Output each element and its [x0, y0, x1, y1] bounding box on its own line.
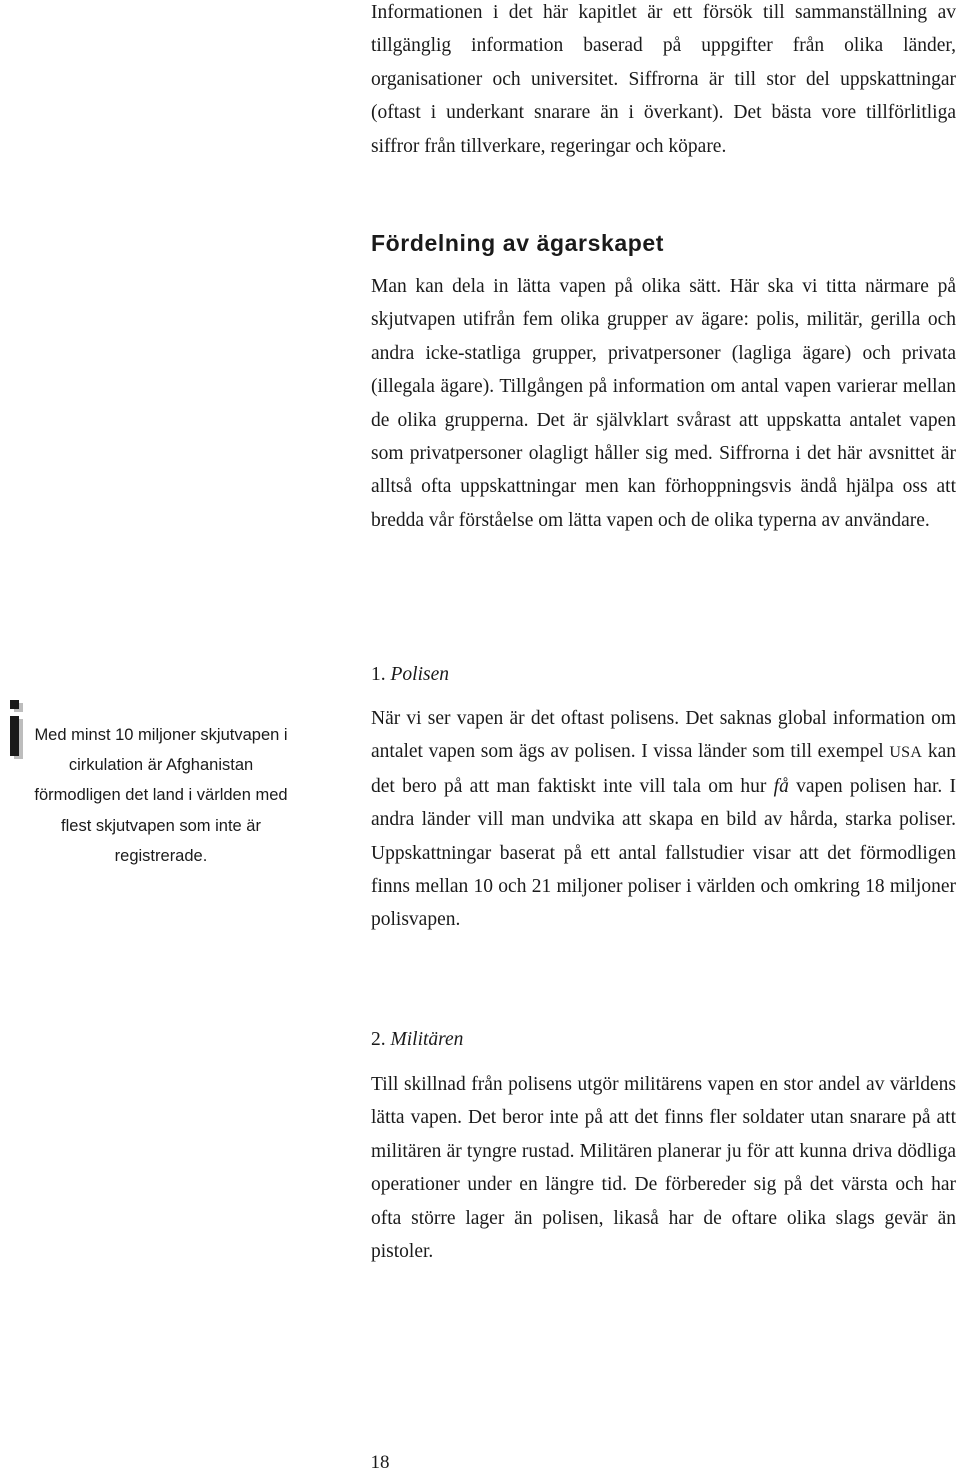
polisen-text-part-2: kan det bero på att man faktiskt inte vill tala om hur — [371, 741, 956, 797]
polisen-usa-abbr: USA — [889, 744, 923, 762]
subheading-polisen-title: Polisen — [390, 664, 449, 685]
info-box-text: Med minst 10 miljoner skjutvapen i cirkulation är Afghanistan förmodligen det land i världen med flest skjutvapen som inte är registrerade. — [34, 726, 288, 865]
subheading-militaren-number: 2. — [371, 1029, 386, 1050]
page-number: 18 — [370, 1452, 390, 1473]
section-heading: Fördelning av ägarskapet — [371, 230, 665, 256]
info-box — [0, 700, 300, 900]
section-body-paragraph: Man kan dela in lätta vapen på olika sätt. Här ska vi titta närmare på skjutvapen utifrån fem olika grupper av ägare: polis, militär, gerilla och andra icke-statliga grupper, privatpersoner (lagliga ägare) och privata (illegala ägare). Tillgången på information om antal vapen varierar mellan de olika grupperna. Det är självklart svårast att uppskatta antalet vapen som privatpersoner olagligt håller sig med. Siffrorna i det här avsnittet är alltså ofta uppskattningar men kan förhoppningsvis ändå hjälpa oss att bredda vår förståelse om lätta vapen och de olika typerna av användare. — [371, 276, 956, 531]
militaren-paragraph: Till skillnad från polisens utgör militärens vapen en stor andel av världens lätta vapen. Det beror inte på att det finns fler soldater utan snarare på att militären är tyngre rustad. Militären planerar ju för att kunna driva dödliga operationer under en längre tid. De förbereder sig på det värsta och har ofta större lager än polisen, likaså har de oftare olika slags gevär än pistoler. — [371, 1074, 956, 1263]
subheading-polisen-number: 1. — [371, 664, 386, 685]
polisen-text-part-1: När vi ser vapen är det oftast polisens. Det saknas global information om antalet vapen som ägs av polisen. I vissa länder som till exempel — [371, 708, 956, 763]
subheading-militaren-title: Militären — [390, 1029, 464, 1050]
polisen-text-part-3: vapen polisen har. I andra länder vill man undvika att skapa en bild av hårda, starka poliser. Uppskattningar baserat på ett antal fallstudier visar att det förmodligen finns mellan 10 och 21 miljoner poliser i världen och omkring 18 miljoner polisvapen. — [371, 775, 956, 931]
subheading-polisen — [371, 664, 449, 686]
subheading-militaren — [371, 1029, 463, 1051]
intro-paragraph: Informationen i det här kapitlet är ett försök till sammanställning av tillgänglig information baserad på uppgifter från olika länder, organisationer och universitet. Siffrorna är till stor del uppskattningar (oftast i underkant snarare än i överkant). Det bästa vore tillförlitliga siffror från tillverkare, regeringar och köpare. — [371, 2, 956, 157]
polisen-paragraph — [371, 702, 956, 937]
polisen-emphasis: få — [773, 775, 789, 797]
